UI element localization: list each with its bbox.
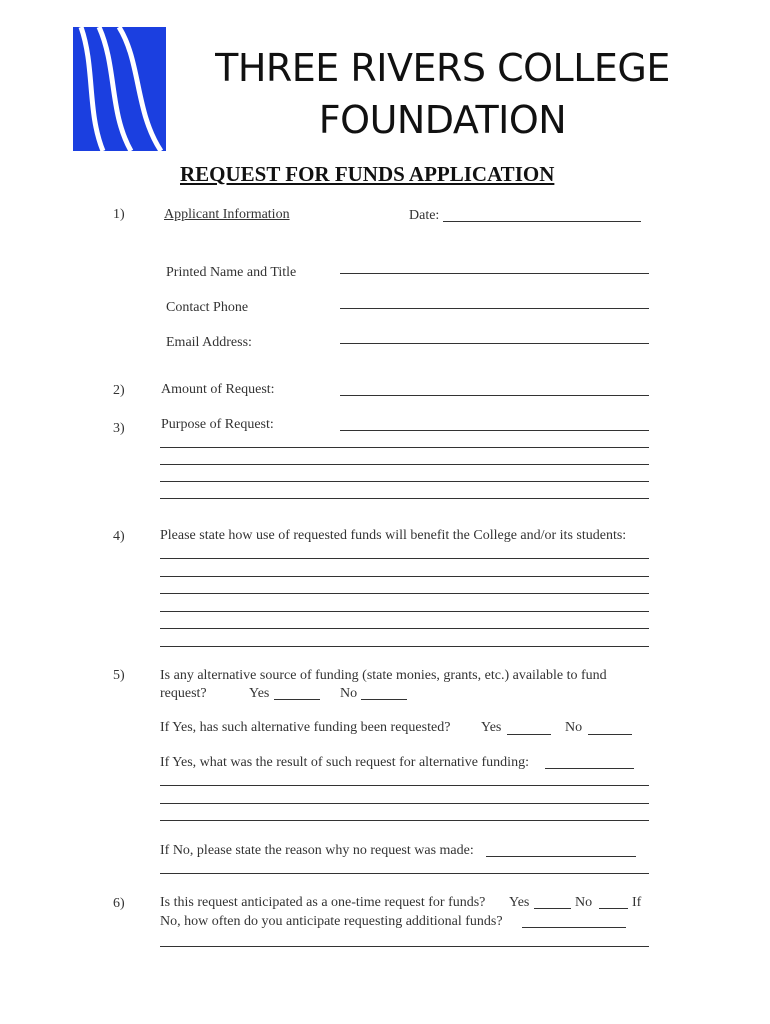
benefit-line[interactable] (160, 646, 649, 647)
alt-funding-no-label: No (340, 686, 358, 701)
applicant-info-heading: Applicant Information (164, 207, 290, 222)
purpose-line[interactable] (160, 481, 649, 482)
one-time-no-field[interactable] (599, 908, 628, 909)
one-time-yes-field[interactable] (534, 908, 571, 909)
benefit-line[interactable] (160, 576, 649, 577)
alt-requested-no-field[interactable] (588, 734, 632, 735)
purpose-line[interactable] (160, 498, 649, 499)
date-field[interactable] (443, 221, 641, 222)
date-label: Date: (409, 208, 440, 223)
foundation-logo (73, 27, 166, 151)
benefit-line[interactable] (160, 558, 649, 559)
alt-funding-question: Is any alternative source of funding (state monies, grants, etc.) available to fund (160, 668, 607, 683)
alt-requested-yes-field[interactable] (507, 734, 551, 735)
email-field[interactable] (340, 343, 649, 344)
amount-label: Amount of Request: (161, 382, 275, 397)
frequency-question: No, how often do you anticipate requesting additional funds? (160, 914, 503, 929)
purpose-line[interactable] (160, 447, 649, 448)
purpose-label: Purpose of Request: (161, 417, 274, 432)
form-title: REQUEST FOR FUNDS APPLICATION (180, 162, 555, 186)
benefit-line[interactable] (160, 593, 649, 594)
alt-result-line[interactable] (160, 820, 649, 821)
benefit-question: Please state how use of requested funds will benefit the College and/or its students: (160, 528, 627, 543)
alt-requested-no-label: No (565, 720, 583, 735)
alt-result-line[interactable] (160, 803, 649, 804)
name-title-label: Printed Name and Title (166, 265, 297, 280)
alt-result-field[interactable] (545, 768, 634, 769)
section-1-number: 1) (113, 207, 125, 222)
contact-phone-label: Contact Phone (166, 300, 249, 315)
one-time-yes-label: Yes (509, 895, 530, 910)
alt-funding-yes-label: Yes (249, 686, 270, 701)
alt-result-question: If Yes, what was the result of such request for alternative funding: (160, 755, 529, 770)
contact-phone-field[interactable] (340, 308, 649, 309)
alt-funding-question-cont: request? (160, 686, 207, 701)
alt-requested-question: If Yes, has such alternative funding been requested? (160, 720, 451, 735)
purpose-field[interactable] (340, 430, 649, 431)
section-2-number: 2) (113, 383, 125, 398)
org-line-1: THREE RIVERS COLLEGE (215, 46, 670, 90)
section-6-number: 6) (113, 896, 125, 911)
one-time-question: Is this request anticipated as a one-time request for funds? (160, 895, 486, 910)
alt-result-line[interactable] (160, 785, 649, 786)
alt-funding-no-field[interactable] (361, 699, 407, 700)
email-label: Email Address: (166, 335, 252, 350)
no-request-reason-question: If No, please state the reason why no request was made: (160, 843, 474, 858)
org-line-2: FOUNDATION (318, 98, 567, 142)
alt-funding-yes-field[interactable] (274, 699, 320, 700)
no-request-reason-field[interactable] (486, 856, 636, 857)
one-time-no-label: No (575, 895, 593, 910)
section-5-number: 5) (113, 668, 125, 683)
benefit-line[interactable] (160, 628, 649, 629)
purpose-line[interactable] (160, 464, 649, 465)
frequency-line[interactable] (160, 946, 649, 947)
benefit-line[interactable] (160, 611, 649, 612)
name-title-field[interactable] (340, 273, 649, 274)
amount-field[interactable] (340, 395, 649, 396)
section-4-number: 4) (113, 529, 125, 544)
one-time-if-label: If (632, 895, 642, 910)
no-request-reason-line[interactable] (160, 873, 649, 874)
frequency-field[interactable] (522, 927, 626, 928)
alt-requested-yes-label: Yes (481, 720, 502, 735)
section-3-number: 3) (113, 421, 125, 436)
organization-name (180, 42, 705, 146)
